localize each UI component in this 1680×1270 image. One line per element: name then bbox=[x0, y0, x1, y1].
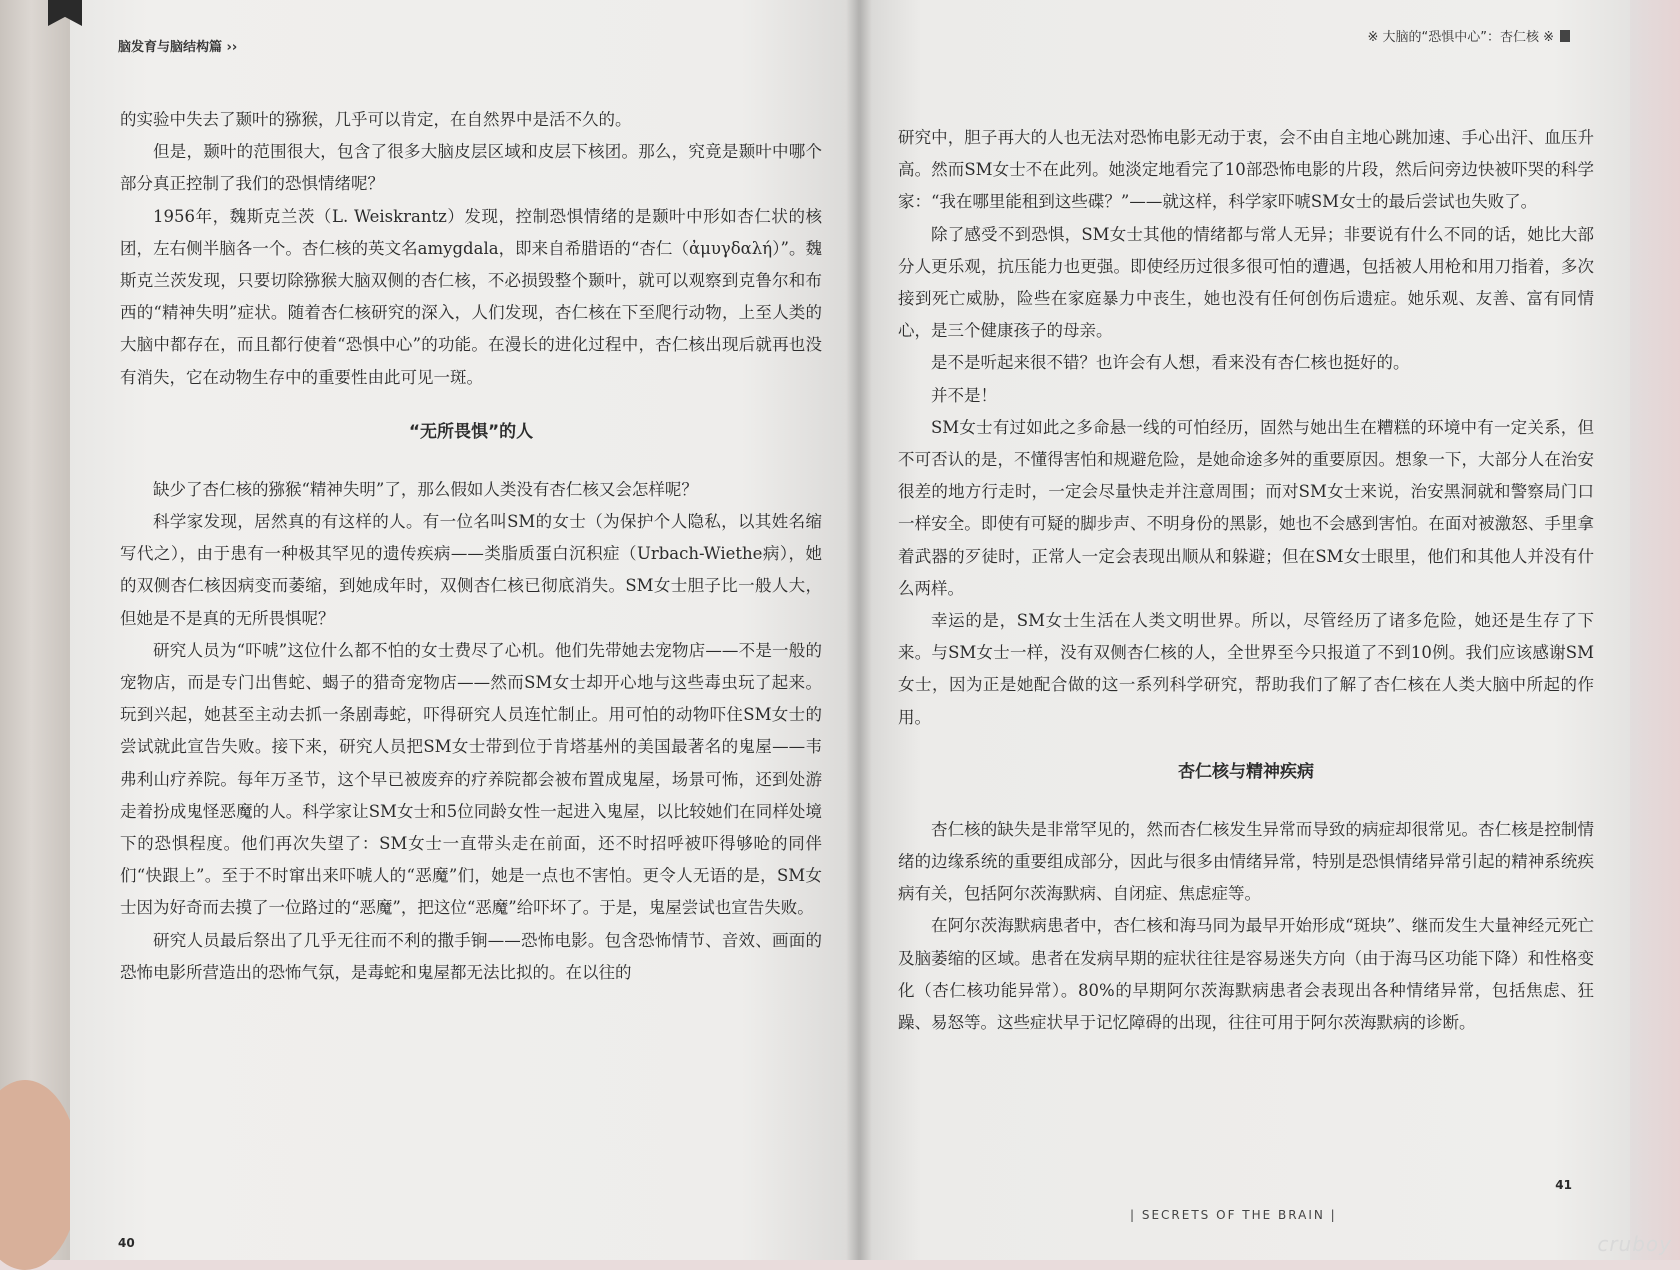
paragraph: 1956年，魏斯克兰茨（L. Weiskrantz）发现，控制恐惧情绪的是颞叶中形如杏仁状的核团，左右侧半脑各一个。杏仁核的英文名amygdala，即来自希腊语的“杏仁（ἀμυγδαλή）”。魏斯克兰茨发现，只要切除猕猴大脑双侧的杏仁核，不必损毁整个颞叶，就可以观察到克鲁尔和布西的“精神失明”症状。随着杏仁核研究的深入，人们发现，杏仁核在下至爬行动物，上至人类的大脑中都存在，而且都行使着“恐惧中心”的功能。在漫长的进化过程中，杏仁核出现后就再也没有消失，它在动物生存中的重要性由此可见一斑。 bbox=[120, 206, 822, 387]
book-gutter bbox=[846, 0, 872, 1260]
section-title: 杏仁核与精神疾病 bbox=[1178, 761, 1314, 782]
right-running-header bbox=[1367, 26, 1570, 45]
header-square-icon bbox=[1560, 30, 1570, 42]
right-page-number: 41 bbox=[1555, 1178, 1572, 1192]
left-page bbox=[70, 0, 860, 1260]
paragraph: 但是，颞叶的范围很大，包含了很多大脑皮层区域和皮层下核团。那么，究竟是颞叶中哪个部分真正控制了我们的恐惧情绪呢？ bbox=[120, 142, 822, 194]
background-surface bbox=[1630, 0, 1680, 1260]
right-page-footer: | SECRETS OF THE BRAIN | bbox=[1130, 1208, 1337, 1222]
paragraph: 是不是听起来很不错？也许会有人想，看来没有杏仁核也挺好的。 bbox=[931, 353, 1410, 373]
paragraph: 的实验中失去了颞叶的猕猴，几乎可以肯定，在自然界中是活不久的。 bbox=[120, 110, 632, 129]
right-page-text bbox=[898, 122, 1594, 1039]
right-header-text: ※ 大脑的“恐惧中心”：杏仁核 ※ bbox=[1367, 30, 1554, 45]
paragraph: 研究中，胆子再大的人也无法对恐怖电影无动于衷，会不由自主地心跳加速、手心出汗、血压升高。然而SM女士不在此列。她淡定地看完了10部恐怖电影的片段，然后问旁边快被吓哭的科学家：“我在哪里能租到这些碟？”——就这样，科学家吓唬SM女士的最后尝试也失败了。 bbox=[898, 128, 1594, 212]
watermark: cruboy bbox=[1597, 1232, 1672, 1256]
left-running-header: 脑发育与脑结构篇 ›› bbox=[118, 40, 238, 55]
paragraph: SM女士有过如此之多命悬一线的可怕经历，固然与她出生在糟糕的环境中有一定关系，但不可否认的是，不懂得害怕和规避危险，是她命途多舛的重要原因。想象一下，大部分人在治安很差的地方行走时，一定会尽量快走并注意周围；而对SM女士来说，治安黑洞就和警察局门口一样安全。即使有可疑的脚步声、不明身份的黑影，她也不会感到害怕。在面对被激怒、手里拿着武器的歹徒时，正常人一定会表现出顺从和躲避；但在SM女士眼里，他们和其他人并没有什么两样。 bbox=[898, 417, 1594, 598]
paragraph: 幸运的是，SM女士生活在人类文明世界。所以，尽管经历了诸多危险，她还是生存了下来。与SM女士一样，没有双侧杏仁核的人，全世界至今只报道了不到10例。我们应该感谢SM女士，因为正是她配合做的这一系列科学研究，帮助我们了解了杏仁核在人类大脑中所起的作用。 bbox=[898, 611, 1594, 727]
paragraph: 除了感受不到恐惧，SM女士其他的情绪都与常人无异；非要说有什么不同的话，她比大部分人更乐观，抗压能力也更强。即使经历过很多很可怕的遭遇，包括被人用枪和用刀指着，多次接到死亡威胁，险些在家庭暴力中丧生，她也没有任何创伤后遗症。她乐观、友善、富有同情心，是三个健康孩子的母亲。 bbox=[898, 224, 1594, 341]
section-title: “无所畏惧”的人 bbox=[408, 421, 534, 442]
paragraph: 杏仁核的缺失是非常罕见的，然而杏仁核发生异常而导致的病症却很常见。杏仁核是控制情绪的边缘系统的重要组成部分，因此与很多由情绪异常，特别是恐惧情绪异常引起的精神系统疾病有关，包括阿尔茨海默病、自闭症、焦虑症等。 bbox=[898, 819, 1594, 904]
left-page-number: 40 bbox=[118, 1236, 135, 1250]
right-page bbox=[860, 0, 1630, 1260]
paragraph: 研究人员最后祭出了几乎无往而不利的撒手锏——恐怖电影。包含恐怖情节、音效、画面的恐怖电影所营造出的恐怖气氛，是毒蛇和鬼屋都无法比拟的。在以往的 bbox=[120, 930, 822, 982]
paragraph: 在阿尔茨海默病患者中，杏仁核和海马同为最早开始形成“斑块”、继而发生大量神经元死亡及脑萎缩的区域。患者在发病早期的症状往往是容易迷失方向（由于海马区功能下降）和性格变化（杏仁核功能异常）。80%的早期阿尔茨海默病患者会表现出各种情绪异常，包括焦虑、狂躁、易怒等。这些症状早于记忆障碍的出现，往往可用于阿尔茨海默病的诊断。 bbox=[898, 916, 1594, 1033]
page-stack-edge bbox=[0, 0, 78, 1260]
paragraph: 科学家发现，居然真的有这样的人。有一位名叫SM的女士（为保护个人隐私，以其姓名缩写代之），由于患有一种极其罕见的遗传疾病——类脂质蛋白沉积症（Urbach-Wiethe病），她的双侧杏仁核因病变而萎缩，到她成年时，双侧杏仁核已彻底消失。SM女士胆子比一般人大，但她是不是真的无所畏惧呢？ bbox=[120, 512, 822, 628]
paragraph: 缺少了杏仁核的猕猴“精神失明”了，那么假如人类没有杏仁核又会怎样呢？ bbox=[153, 479, 698, 499]
left-page-text bbox=[120, 104, 822, 989]
paragraph: 并不是！ bbox=[931, 385, 997, 405]
paragraph: 研究人员为“吓唬”这位什么都不怕的女士费尽了心机。他们先带她去宠物店——不是一般的宠物店，而是专门出售蛇、蝎子的猎奇宠物店——然而SM女士却开心地与这些毒虫玩了起来。玩到兴起，她甚至主动去抓一条剧毒蛇，吓得研究人员连忙制止。用可怕的动物吓住SM女士的尝试就此宣告失败。接下来，研究人员把SM女士带到位于肯塔基州的美国最著名的鬼屋——韦弗利山疗养院。每年万圣节，这个早已被废弃的疗养院都会被布置成鬼屋，场景可怖，还到处游走着扮成鬼怪恶魔的人。科学家让SM女士和5位同龄女性一起进入鬼屋，以比较她们在同样处境下的恐惧程度。他们再次失望了：SM女士一直带头走在前面，还不时招呼被吓得够呛的同伴们“快跟上”。至于不时窜出来吓唬人的“恶魔”们，她是一点也不害怕。更令人无语的是，SM女士因为好奇而去摸了一位路过的“恶魔”，把这位“恶魔”给吓坏了。于是，鬼屋尝试也宣告失败。 bbox=[120, 640, 822, 918]
